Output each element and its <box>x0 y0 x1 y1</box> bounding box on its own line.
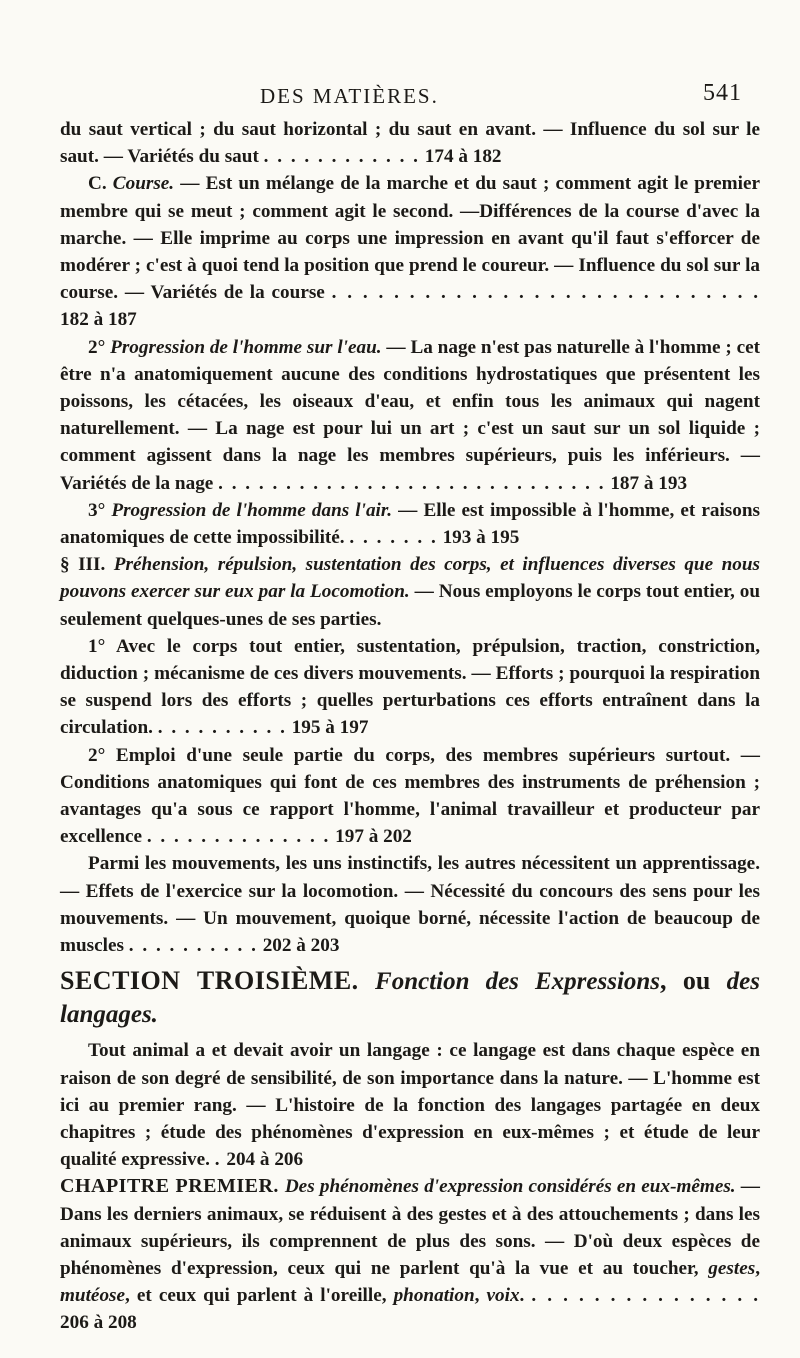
entry-saut <box>60 116 760 170</box>
entry-course <box>60 170 760 333</box>
entry-label-italic: Progression de l'homme sur l'eau. <box>110 336 382 358</box>
section-title: Fonction des Expressions <box>375 968 661 996</box>
term-gestes: gestes <box>708 1257 756 1279</box>
entry-text: Tout animal a et devait avoir un langage : ce langage est dans chaque espèce en raison de son degré de sensibilité, de son importance dans la nature. — L'homme est ici au premier rang. — L'histoire de la fonction des langages partagée en deux chapitres ; étude des phénomènes d'expression en eux-mêmes ; et étude de leur qualité expressive. <box>60 1040 760 1171</box>
entry-text: Parmi les mouvements, les uns instinctifs, les autres nécessitent un apprentissage. — Effets de l'exercice sur la locomotion. — Nécessité du concours des sens pour les mouvements. — Un mouvement, quoique borné, nécessite l'action de beaucoup de muscles <box>60 853 760 957</box>
entry-label-italic: Progression de l'homme dans l'air. <box>111 499 393 521</box>
dot-leader: . . . . . . . . . . . . . . <box>146 826 331 848</box>
entry-label: § III. <box>60 554 114 576</box>
page-range: 182 à 187 <box>60 309 137 331</box>
entry-air <box>60 497 760 551</box>
page-number: 541 <box>703 80 742 106</box>
entry-chapitre-premier <box>60 1173 760 1336</box>
chapter-title: Des phénomènes d'expression considérés en eux-mêmes. <box>284 1176 736 1198</box>
chapter-label: CHAPITRE PREMIER. <box>60 1175 285 1198</box>
dot-leader: . . . . . . . . . . . . <box>263 146 420 168</box>
entry-label-italic: Préhension, répulsion, sustentation des corps, et influences diverses que nous pouvons exercer sur eux par la Locomotion. <box>60 554 761 603</box>
section-heading <box>60 965 760 1031</box>
page-range: 204 à 206 <box>226 1149 304 1171</box>
page-range: 193 à 195 <box>442 527 520 549</box>
entry-label: 2° <box>88 744 116 766</box>
sep: , et ceux qui parlent à l'oreille, <box>125 1285 394 1307</box>
dot-leader: . . . . . . . . . . . . . . . <box>531 1285 761 1307</box>
entry-label-italic: Course. <box>112 173 175 195</box>
entry-corps-entier <box>60 633 760 742</box>
page-range: 202 à 203 <box>262 935 340 957</box>
page-range: 187 à 193 <box>610 472 688 494</box>
page-range: 174 à 182 <box>424 146 502 168</box>
section-join: , ou <box>660 966 727 996</box>
entry-text: — Est un mélange de la marche et du saut ; comment agit le premier membre qui se meut ; comment agit le second. —Différences de la course d'avec la marche. — Elle imprime au corps une impression en avant qu'il faut s'efforcer de modérer ; c'est à quoi tend la position que prend le coureur. — Influence du sol sur la course. — Variétés de la course <box>60 173 760 304</box>
index-content <box>60 116 760 1337</box>
sep: , <box>755 1257 760 1279</box>
entry-membres <box>60 742 760 851</box>
page-range: 197 à 202 <box>335 826 412 848</box>
section-title-2: des langages. <box>60 968 760 1029</box>
entry-mouvements <box>60 850 760 959</box>
header-title: DES MATIÈRES. <box>260 84 439 108</box>
dot-leader: . . . . . . . . . . <box>128 935 258 957</box>
page-range: 206 à 208 <box>60 1312 137 1334</box>
dot-leader: . . . . . . . . . . . . . . . . . . . . . . . . . . . . . <box>218 472 606 494</box>
sep: , <box>474 1285 487 1307</box>
entry-text: Avec le corps tout entier, sustentation, prépulsion, traction, constriction, diduction ; mécanisme de ces divers mouvements. — Efforts ; pourquoi la respiration se suspend lors des efforts ; quelles perturbations ces efforts entraînent dans la circulation. <box>60 635 760 739</box>
entry-nage <box>60 334 760 497</box>
entry-label: 1° <box>88 635 117 657</box>
entry-text: Emploi d'une seule partie du corps, des membres supérieurs surtout. — Conditions anatomiques qui font de ces membres des instruments de préhension ; avantages qu'a sous ce rapport l'homme, l'animal travailleur et producteur par excellence <box>60 744 760 848</box>
entry-label: 3° <box>88 499 112 521</box>
term-muteose: mutéose <box>60 1285 126 1307</box>
entry-label: C. <box>88 173 113 195</box>
section-label: SECTION TROISIÈME. <box>60 966 359 996</box>
term-phonation: phonation <box>393 1285 475 1307</box>
page-range: 195 à 197 <box>291 717 369 739</box>
entry-text: — La nage n'est pas naturelle à l'homme ; cet être n'a anatomiquement aucune des conditions hydrostatiques que présentent les poissons, les cétacées, les oiseaux d'eau, et enfin tous les animaux qui nagent naturellement. — La nage est pour lui un art ; c'est un saut sur un sol liquide ; comment agissent dans la nage les membres supérieurs, puis les inférieurs. — Variétés de la nage <box>60 336 760 494</box>
entry-text: — Dans les derniers animaux, se réduisent à des gestes et à des attouchements ; dans les animaux supérieurs, ils comprennent de plus des sons. — D'où deux espèces de phénomènes d'expression, ceux qui ne parlent qu'à la vue et au toucher, <box>60 1176 760 1279</box>
entry-text: — Nous employons le corps tout entier, ou seulement quelques-unes de ses parties. <box>60 581 760 630</box>
term-voix: voix <box>486 1285 520 1307</box>
entry-text: — Elle est impossible à l'homme, et raisons anatomiques de cette impossibilité. <box>60 499 760 549</box>
dot-leader: . . . . . . . . . . <box>157 717 287 739</box>
entry-label: 2° <box>88 336 111 358</box>
dot-leader: . . . . . . . . . . . . . . . . . . . . . . . . . . . . <box>331 282 761 304</box>
sep: . <box>519 1285 525 1307</box>
dot-leader: . . . . . . . <box>349 527 438 549</box>
entry-section-iii <box>60 551 760 633</box>
dot-leader: . <box>214 1149 222 1171</box>
entry-langage <box>60 1037 760 1173</box>
entry-text: du saut vertical ; du saut horizontal ; du saut en avant. — Influence du sol sur le saut. — Variétés du saut <box>60 119 760 168</box>
